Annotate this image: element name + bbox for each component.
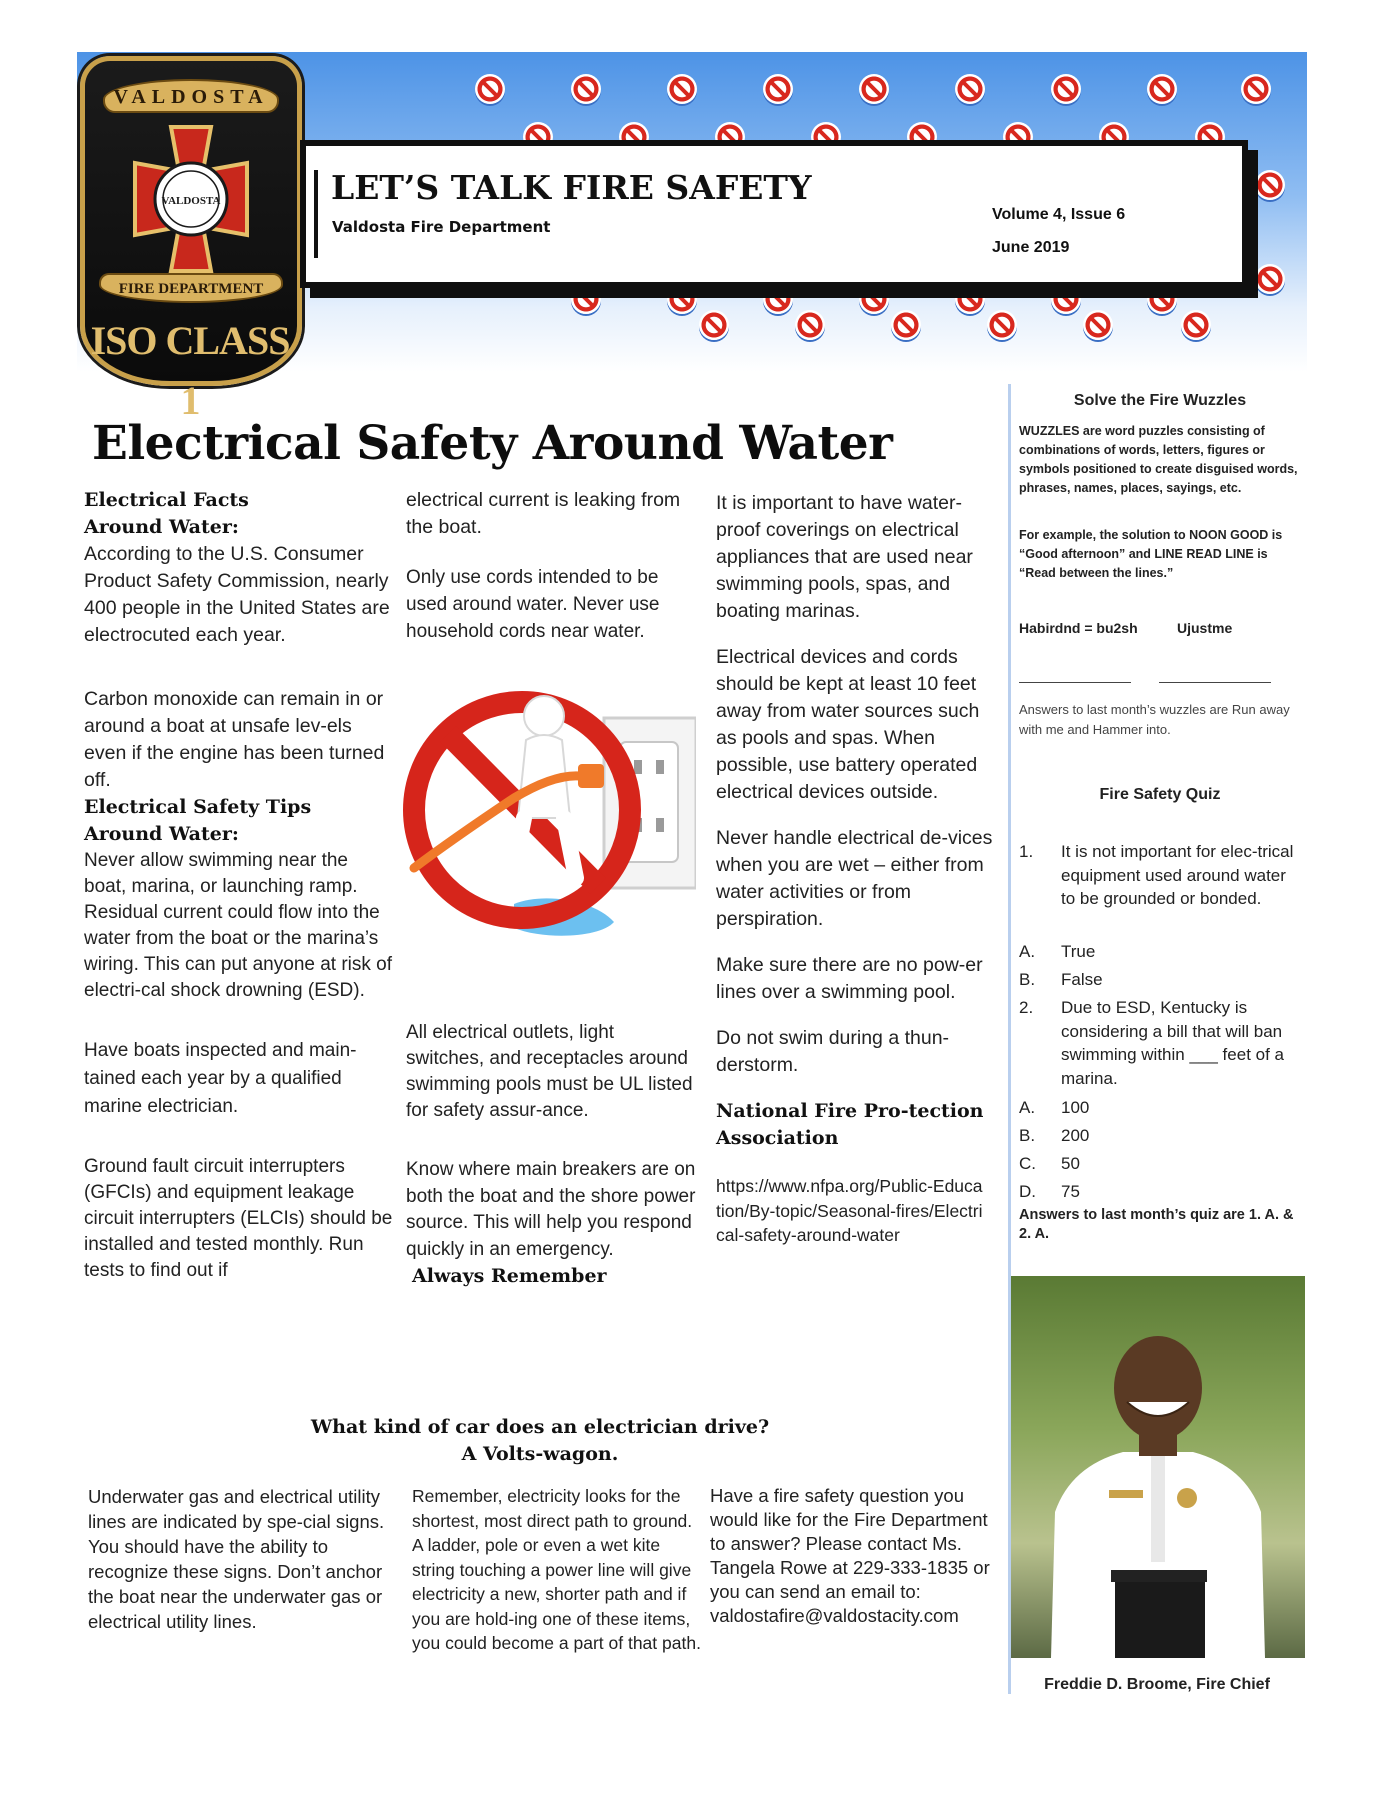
maltese-cross-icon (115, 123, 267, 275)
issue-date: June 2019 (992, 239, 1070, 256)
section-heading: Electrical Safety Tips Around Water: (84, 796, 312, 845)
title-box (300, 140, 1248, 288)
paragraph: It is important to have water-proof coverings on electrical appliances that are used near swimming pools, spas, and boating marinas. (716, 492, 973, 622)
joke (220, 1414, 860, 1468)
safety-tile-icon (859, 284, 889, 314)
wuzzle-puzzle-2: Ujustme (1177, 620, 1233, 636)
safety-tile-icon (795, 310, 825, 340)
quiz-text: True (1061, 942, 1096, 961)
wuzzles-example: For example, the solution to NOON GOOD is “Good afternoon” and LINE READ LINE is “Read between the lines.” (1019, 528, 1283, 580)
wuzzle-puzzle-1: Habirdnd = bu2sh (1019, 620, 1138, 636)
last-month-quiz-answers: Answers to last month’s quiz are 1. A. & 2. A. (1019, 1207, 1294, 1242)
quiz-title: Fire Safety Quiz (1099, 786, 1221, 803)
safety-tile-icon (987, 310, 1017, 340)
paragraph: Ground fault circuit interrupters (GFCIs) and equipment leakage circuit interrupters (ELCIs) should be installed and tested monthly. Run tests to find out if (84, 1156, 393, 1281)
quiz-text: 75 (1061, 1182, 1080, 1201)
badge-top-ribbon: VALDOSTA (103, 79, 279, 113)
quiz-text: 50 (1061, 1154, 1080, 1173)
safety-tile-icon (1147, 74, 1177, 104)
newsletter-title: LET’S TALK FIRE SAFETY (331, 168, 812, 207)
article-column-2-continued (406, 1020, 696, 1290)
quiz-number: D. (1019, 1182, 1036, 1201)
quiz-number: A. (1019, 1098, 1036, 1117)
paragraph: Carbon monoxide can remain in or around a boat at unsafe lev-els even if the engine has been turned off. (84, 688, 385, 791)
no-plug-illustration-icon (394, 668, 696, 964)
paragraph: Never allow swimming near the boat, marina, or launching ramp. Residual current could flow into the water from the boat or the marina’s wiring. This can put anyone at risk of electri-cal shock drowning (ESD). (84, 850, 393, 1001)
paragraph: Do not swim during a thun-derstorm. (716, 1027, 950, 1076)
safety-tile-icon (1051, 74, 1081, 104)
last-month-wuzzle-answers: Answers to last month’s wuzzles are Run away with me and Hammer into. (1019, 702, 1290, 737)
safety-tile-icon (475, 74, 505, 104)
chief-caption: Freddie D. Broome, Fire Chief (1044, 1676, 1270, 1693)
newsletter-subtitle: Valdosta Fire Department (332, 218, 551, 236)
joke-answer: A Volts-wagon. (461, 1443, 619, 1465)
safety-tile-icon (1147, 284, 1177, 314)
safety-tile-icon (955, 284, 985, 314)
safety-tile-icon (1181, 310, 1211, 340)
title-divider (314, 170, 318, 258)
badge-iso-class: ISO CLASS 1 (90, 318, 290, 423)
badge-center-text: VALDOSTA (161, 195, 221, 207)
safety-tile-icon (571, 284, 601, 314)
bottom-column-1: Underwater gas and electrical utility lines are indicated by spe-cial signs. You should have the ability to recognize these signs. Don’t anchor the boat near the underwater gas or electrical utility lines. (88, 1486, 385, 1632)
paragraph: All electrical outlets, light switches, and receptacles around swimming pools must be UL listed for safety assur-ance. (406, 1022, 693, 1121)
quiz-number: A. (1019, 942, 1036, 961)
quiz-text: 200 (1061, 1126, 1090, 1145)
paragraph: electrical current is leaking from the boat. (406, 489, 681, 538)
bottom-column-3: Have a fire safety question you would like for the Fire Department to answer? Please contact Ms. Tangela Rowe at 229-333-1835 or you can send an email to: valdostafire@valdostacity.com (710, 1485, 990, 1626)
section-heading: Electrical Facts Around Water: (84, 489, 249, 538)
badge-fd-ribbon: FIRE DEPARTMENT (99, 273, 283, 303)
nfpa-link[interactable]: https://www.nfpa.org/Public-Education/By-topic/Seasonal-fires/Electrical-safety-around-water (716, 1176, 983, 1245)
article-column-3 (716, 490, 996, 1248)
safety-tile-icon (763, 284, 793, 314)
paragraph: Have boats inspected and main-tained each year by a qualified marine electrician. (84, 1040, 357, 1117)
safety-tile-icon (1255, 170, 1285, 200)
fire-chief-photo (1011, 1276, 1305, 1658)
quiz-number: B. (1019, 1126, 1036, 1145)
safety-tile-icon (1241, 74, 1271, 104)
bottom-column-2: Remember, electricity looks for the shortest, most direct path to ground. A ladder, pole or even a wet kite string touching a power line will give electricity a new, shorter path and if you are hold-ing one of these items, you could become a part of that path. (412, 1486, 701, 1653)
quiz-number: 2. (1019, 998, 1034, 1017)
paragraph: According to the U.S. Consumer Product Safety Commission, nearly 400 people in the United States are electrocuted each year. (84, 543, 390, 646)
safety-tile-icon (891, 310, 921, 340)
section-heading: National Fire Pro-tection Association (716, 1100, 984, 1149)
quiz-number: C. (1019, 1154, 1036, 1173)
article-column-2 (406, 487, 696, 645)
quiz-text: 100 (1061, 1098, 1090, 1117)
quiz-text: False (1061, 970, 1103, 989)
safety-tile-icon (667, 74, 697, 104)
paragraph: Electrical devices and cords should be kept at least 10 feet away from water sources such as pools and spas. When possible, use battery operated electrical devices outside. (716, 646, 980, 803)
wuzzles-title: Solve the Fire Wuzzles (1073, 392, 1247, 409)
paragraph: Know where main breakers are on both the boat and the shore power source. This will help you respond quickly in an emergency. (406, 1159, 696, 1260)
paragraph: Only use cords intended to be used around water. Never use household cords near water. (406, 567, 660, 642)
safety-tile-icon (1051, 284, 1081, 314)
volume-label: Volume 4, Issue 6 (992, 206, 1126, 223)
article-headline: Electrical Safety Around Water (92, 416, 893, 471)
quiz-text: It is not important for elec-trical equipment used around water to be grounded or bonded. (1061, 842, 1294, 908)
joke-question: What kind of car does an electrician drive? (310, 1416, 770, 1438)
paragraph: Never handle electrical de-vices when you are wet – either from water activities or from perspiration. (716, 827, 993, 930)
safety-tile-icon (699, 310, 729, 340)
article-column-1 (84, 487, 394, 1284)
safety-tile-icon (955, 74, 985, 104)
safety-tile-icon (763, 74, 793, 104)
quiz-number: B. (1019, 970, 1036, 989)
safety-tile-icon (1083, 310, 1113, 340)
paragraph: Make sure there are no pow-er lines over a swimming pool. (716, 954, 983, 1003)
fire-department-badge-icon (80, 56, 302, 423)
quiz-text: Due to ESD, Kentucky is considering a bill that will ban swimming within ___ feet of a marina. (1061, 998, 1284, 1088)
safety-tile-icon (1255, 264, 1285, 294)
safety-tile-icon (667, 284, 697, 314)
safety-tile-icon (859, 74, 889, 104)
answer-blank-2 (1159, 682, 1271, 683)
answer-blank-1 (1019, 682, 1131, 683)
safety-tile-icon (571, 74, 601, 104)
wuzzles-description: WUZZLES are word puzzles consisting of combinations of words, letters, figures or symbols positioned to create disguised words, phrases, names, places, sayings, etc. (1019, 424, 1298, 495)
quiz-number: 1. (1019, 842, 1034, 861)
section-heading: Always Remember (412, 1265, 607, 1287)
